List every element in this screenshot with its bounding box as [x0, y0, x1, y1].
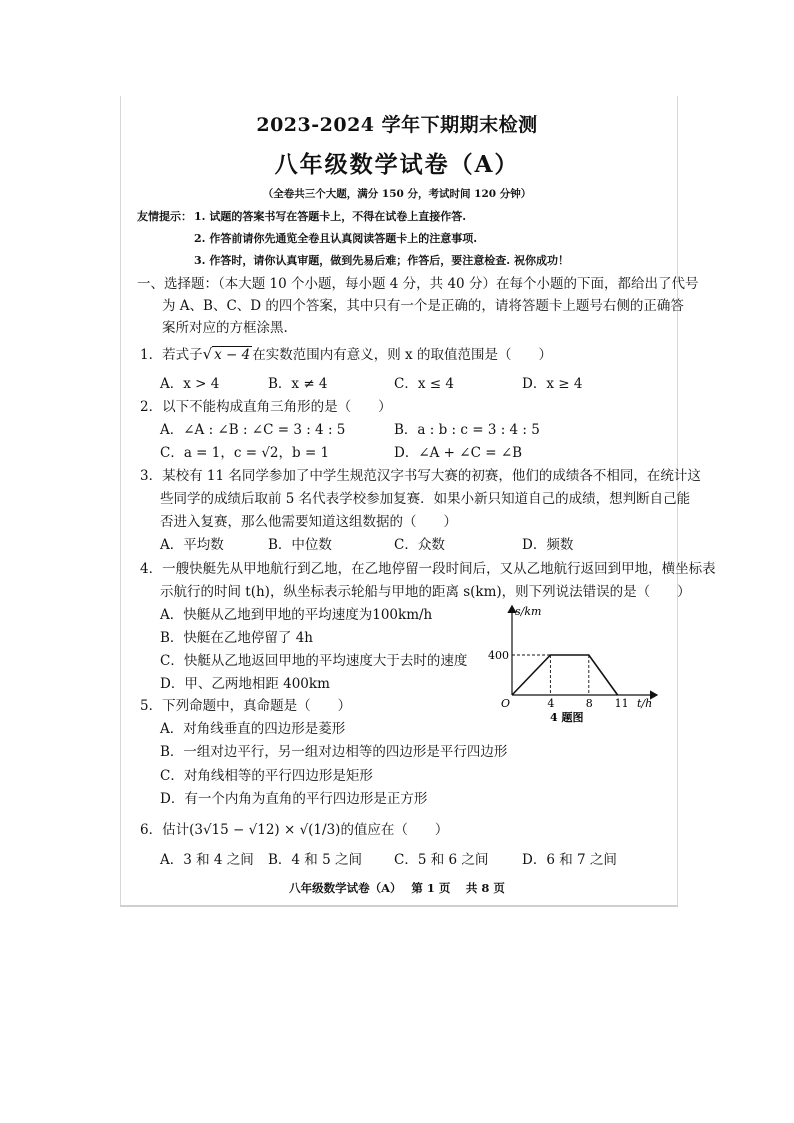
q6-prefix: 6．估计 — [140, 822, 190, 838]
q3-line-1: 3．某校有 11 名同学参加了中学生规范汉字书写大赛的初赛，他们的成绩各不相同，在统计这 — [140, 468, 701, 484]
q1-prefix: 1．若式子 — [140, 347, 203, 363]
paper-title: 八年级数学试卷（A） — [274, 151, 520, 178]
y-axis-label: s/km — [515, 605, 542, 618]
q1-stem — [140, 343, 552, 363]
tip-item-1: 1. 试题的答案书写在答题卡上，不得在试卷上直接作答. — [194, 210, 467, 223]
x-axis-label: t/h — [637, 697, 653, 710]
section-instruction-3: 案所对应的方框涂黑. — [162, 320, 288, 336]
y-tick-label: 400 — [488, 649, 509, 662]
q1-option-b: B．x ≠ 4 — [268, 376, 328, 392]
q2-option-b: B．a : b : c = 3 : 4 : 5 — [394, 422, 540, 438]
q1-option-d: D．x ≥ 4 — [522, 376, 583, 392]
exam-title: 2023-2024 学年下期期末检测 — [256, 114, 538, 136]
q4-option-b: B．快艇在乙地停留了 4h — [160, 630, 313, 646]
q3-option-d: D．频数 — [522, 537, 574, 553]
page-footer: 八年级数学试卷（A） 第 1 页 共 8 页 — [289, 881, 505, 895]
q1-suffix: 在实数范围内有意义，则 x 的取值范围是（ ） — [252, 347, 552, 363]
q4-line-2: 示航行的时间 t(h)，纵坐标表示轮船与甲地的距离 s(km)，则下列说法错误的是（ ） — [160, 584, 691, 600]
q5-option-b: B．一组对边平行，另一组对边相等的四边形是平行四边形 — [160, 744, 508, 760]
q6-option-a: A．3 和 4 之间 — [160, 852, 254, 868]
q4-option-a: A．快艇从乙地到甲地的平均速度为100km/h — [160, 607, 433, 623]
q6-option-c: C．5 和 6 之间 — [394, 852, 489, 868]
q5-option-c: C．对角线相等的平行四边形是矩形 — [160, 768, 373, 784]
q6-option-b: B．4 和 5 之间 — [268, 852, 362, 868]
tips-label: 友情提示： — [137, 210, 192, 223]
x-tick-label: 11 — [614, 697, 629, 710]
x-tick-label: 4 — [547, 697, 555, 710]
q4-distance-time-graph — [482, 600, 667, 725]
q6-option-d: D．6 和 7 之间 — [522, 852, 617, 868]
q3-option-c: C．众数 — [394, 537, 445, 553]
tip-item-2: 2. 作答前请你先通览全卷且认真阅读答题卡上的注意事项. — [194, 232, 478, 245]
q1-radicand: x − 4 — [214, 347, 251, 363]
exam-info: （全卷共三个大题，满分 150 分，考试时间 120 分钟） — [262, 188, 532, 200]
q4-option-c: C．快艇从乙地返回甲地的平均速度大于去时的速度 — [160, 653, 468, 669]
x-tick-label: 8 — [585, 697, 593, 710]
q1-option-c: C．x ≤ 4 — [394, 376, 454, 392]
q1-option-a: A．x > 4 — [160, 376, 220, 392]
q4-option-d: D．甲、乙两地相距 400km — [160, 676, 330, 692]
tip-item-3: 3. 作答时，请你认真审题，做到先易后难；作答后，要注意检查. 祝你成功！ — [194, 254, 569, 267]
q6-suffix: 的值应在（ ） — [340, 822, 449, 838]
q2-option-a: A．∠A : ∠B : ∠C = 3 : 4 : 5 — [160, 422, 346, 438]
q6-expression: (3√15 − √12) × √(1/3) — [189, 822, 341, 838]
q5-option-a: A．对角线垂直的四边形是菱形 — [160, 721, 346, 737]
section-instruction-2: 为 A、B、C、D 的四个答案，其中只有一个是正确的，请将答题卡上题号右侧的正确答 — [162, 298, 684, 314]
q3-line-3: 否进入复赛，那么他需要知道这组数据的（ ） — [160, 514, 457, 530]
distance-series-line — [512, 655, 618, 695]
section-heading: 一、选择题：（本大题 10 个小题，每小题 4 分，共 40 分）在每个小题的下面，都给出了代号 — [137, 276, 699, 292]
q3-option-a: A．平均数 — [160, 537, 224, 553]
origin-label: O — [501, 697, 511, 710]
q5-stem: 5．下列命题中，真命题是（ ） — [140, 698, 352, 714]
q2-option-d: D．∠A + ∠C = ∠B — [394, 445, 523, 461]
q2-option-c: C．a = 1，c = √2，b = 1 — [160, 445, 330, 461]
sqrt-icon: √ — [202, 345, 213, 363]
q6-stem — [140, 818, 448, 838]
q2-stem: 2．以下不能构成直角三角形的是（ ） — [140, 399, 392, 415]
sheet-bottom-edge — [120, 905, 678, 907]
q3-option-b: B．中位数 — [268, 537, 332, 553]
q5-option-d: D．有一个内角为直角的平行四边形是正方形 — [160, 791, 428, 807]
chart-caption: 4 题图 — [550, 711, 584, 724]
q3-line-2: 些同学的成绩后取前 5 名代表学校参加复赛．如果小新只知道自己的成绩，想判断自己能 — [160, 491, 691, 507]
q4-line-1: 4．一艘快艇先从甲地航行到乙地，在乙地停留一段时间后，又从乙地航行返回到甲地，横坐标表 — [140, 561, 716, 577]
